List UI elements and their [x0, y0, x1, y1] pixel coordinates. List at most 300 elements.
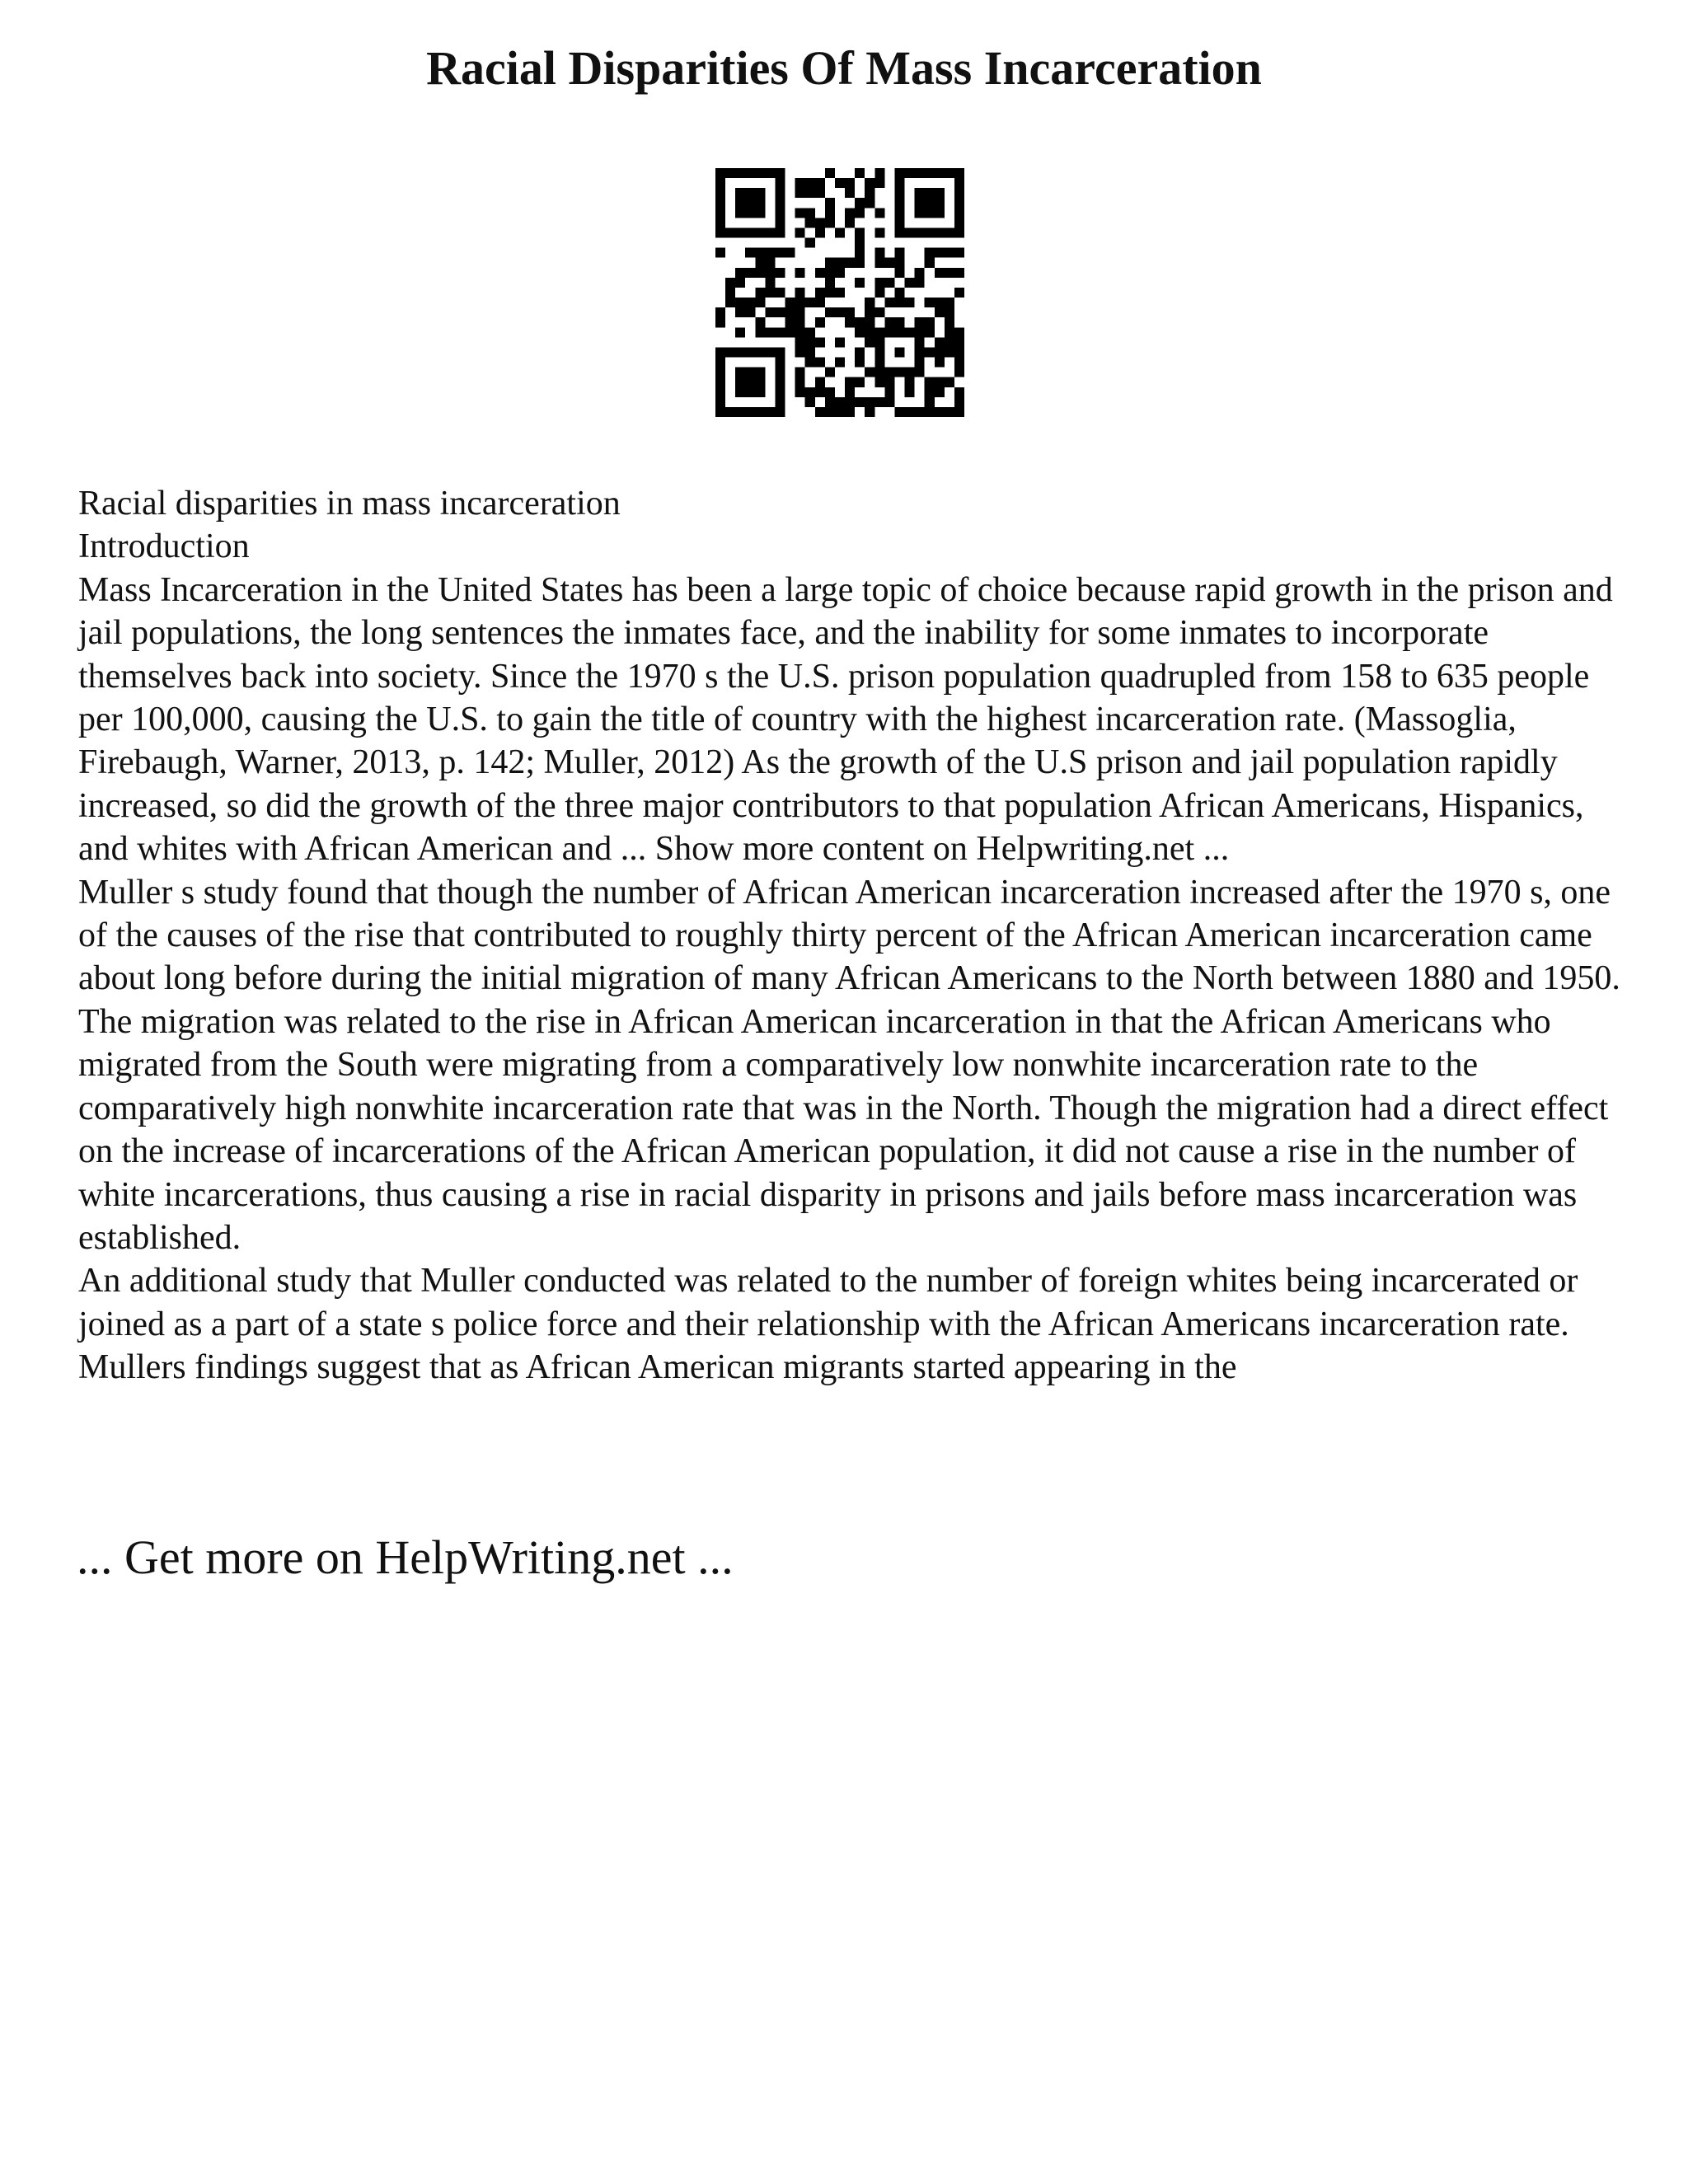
qr-module	[954, 327, 964, 337]
qr-module	[884, 368, 894, 377]
qr-module	[925, 407, 935, 417]
qr-module	[884, 397, 894, 407]
qr-module	[894, 288, 904, 298]
qr-module	[915, 188, 925, 198]
qr-module	[825, 397, 835, 407]
qr-module	[855, 377, 865, 387]
qr-module	[755, 248, 765, 258]
qr-module	[874, 368, 884, 377]
qr-module	[894, 208, 904, 218]
qr-module	[725, 288, 735, 298]
qr-module	[925, 317, 935, 327]
qr-module	[835, 227, 845, 237]
qr-module	[925, 198, 935, 208]
qr-module	[935, 377, 945, 387]
qr-module	[855, 327, 865, 337]
qr-module	[954, 168, 964, 178]
get-more-link[interactable]: ... Get more on HelpWriting.net ...	[77, 1530, 734, 1584]
qr-module	[775, 397, 785, 407]
qr-module	[735, 188, 745, 198]
qr-module	[805, 347, 815, 357]
qr-module	[935, 168, 945, 178]
qr-module	[775, 248, 785, 258]
qr-module	[815, 387, 825, 397]
qr-module	[855, 208, 865, 218]
qr-module	[775, 188, 785, 198]
qr-module	[935, 337, 945, 347]
qr-module	[874, 347, 884, 357]
qr-module	[835, 258, 845, 268]
qr-module	[925, 347, 935, 357]
qr-module	[954, 407, 964, 417]
qr-module	[874, 227, 884, 237]
qr-module	[935, 307, 945, 317]
qr-module	[945, 298, 954, 307]
qr-module	[894, 258, 904, 268]
qr-module	[915, 358, 925, 368]
qr-module	[815, 298, 825, 307]
qr-module	[755, 198, 765, 208]
qr-module	[874, 178, 884, 188]
qr-module	[725, 347, 735, 357]
qr-module	[894, 168, 904, 178]
qr-module	[884, 298, 894, 307]
qr-module	[865, 337, 874, 347]
qr-module	[894, 327, 904, 337]
qr-module	[925, 227, 935, 237]
qr-module	[825, 407, 835, 417]
qr-module	[805, 218, 815, 227]
qr-module	[715, 407, 725, 417]
qr-module	[795, 387, 805, 397]
qr-module	[805, 208, 815, 218]
qr-module	[925, 208, 935, 218]
qr-module	[745, 307, 755, 317]
qr-module	[765, 407, 775, 417]
qr-module	[825, 258, 835, 268]
paragraph-additional-study: An additional study that Muller conducted was related to the number of foreign whites being incarcerated or joined as a part of a state s police force and their relationship with the African Americans incarceration rate. Mullers findings suggest that as African American migrants started appearing in the	[78, 1262, 1578, 1387]
qr-module	[755, 298, 765, 307]
qr-module	[825, 278, 835, 288]
qr-module	[745, 298, 755, 307]
qr-code-icon[interactable]	[715, 168, 964, 417]
qr-module	[715, 188, 725, 198]
qr-module	[755, 288, 765, 298]
qr-module	[745, 208, 755, 218]
qr-module	[845, 208, 855, 218]
qr-module	[775, 387, 785, 397]
qr-module	[945, 377, 954, 387]
qr-module	[954, 337, 964, 347]
qr-module	[795, 268, 805, 278]
qr-module	[954, 387, 964, 397]
qr-module	[874, 327, 884, 337]
qr-module	[894, 188, 904, 198]
qr-module	[945, 317, 954, 327]
qr-module	[954, 347, 964, 357]
qr-module	[894, 298, 904, 307]
qr-module	[905, 278, 915, 288]
qr-module	[935, 407, 945, 417]
article-subtitle: Racial disparities in mass incarceration	[78, 485, 621, 523]
qr-module	[915, 168, 925, 178]
qr-module	[894, 227, 904, 237]
qr-module	[795, 337, 805, 347]
qr-module	[915, 347, 925, 357]
qr-module	[735, 278, 745, 288]
qr-module	[715, 248, 725, 258]
qr-module	[815, 178, 825, 188]
qr-module	[845, 178, 855, 188]
qr-module	[874, 337, 884, 347]
qr-module	[925, 327, 935, 337]
qr-module	[855, 278, 865, 288]
qr-module	[884, 258, 894, 268]
qr-module	[805, 238, 815, 248]
qr-module	[735, 198, 745, 208]
qr-module	[825, 208, 835, 218]
qr-module	[915, 407, 925, 417]
qr-module	[765, 258, 775, 268]
qr-module	[815, 218, 825, 227]
qr-module	[925, 248, 935, 258]
qr-module	[884, 317, 894, 327]
qr-module	[855, 397, 865, 407]
qr-module	[775, 268, 785, 278]
qr-module	[815, 377, 825, 387]
qr-module	[894, 178, 904, 188]
qr-module	[915, 278, 925, 288]
qr-module	[915, 208, 925, 218]
qr-module	[795, 227, 805, 237]
qr-module	[735, 347, 745, 357]
qr-module	[855, 347, 865, 357]
qr-module	[905, 377, 915, 387]
qr-module	[925, 377, 935, 387]
qr-module	[954, 208, 964, 218]
qr-module	[735, 368, 745, 377]
qr-module	[845, 258, 855, 268]
qr-module	[755, 208, 765, 218]
qr-module	[735, 208, 745, 218]
paragraph-migration: Muller s study found that though the number of African American incarceration increased after the 1970 s, one of the causes of the rise that contributed to roughly thirty percent of the African American incarceration came about long before during the initial migration of many African Americans to the North between 1880 and 1950. The migration was related to the rise in African American incarceration in that the African Americans who migrated from the South were migrating from a comparatively low nonwhite incarceration rate to the comparatively high nonwhite incarceration rate that was in the North. Though the migration had a direct effect on the increase of incarcerations of the African American population, it did not cause a rise in the number of white incarcerations, thus causing a rise in racial disparity in prisons and jails before mass incarceration was established.	[78, 873, 1620, 1257]
qr-module	[715, 178, 725, 188]
qr-module	[775, 208, 785, 218]
qr-module	[715, 307, 725, 317]
qr-module	[935, 188, 945, 198]
qr-module	[815, 227, 825, 237]
qr-module	[894, 317, 904, 327]
qr-module	[835, 397, 845, 407]
qr-module	[805, 358, 815, 368]
qr-module	[874, 397, 884, 407]
qr-module	[715, 368, 725, 377]
qr-module	[835, 307, 845, 317]
qr-module	[765, 327, 775, 337]
qr-module	[865, 397, 874, 407]
qr-module	[905, 327, 915, 337]
qr-module	[905, 407, 915, 417]
qr-module	[715, 198, 725, 208]
qr-module	[835, 268, 845, 278]
qr-module	[725, 407, 735, 417]
qr-module	[735, 377, 745, 387]
qr-module	[935, 358, 945, 368]
qr-module	[884, 387, 894, 397]
qr-module	[865, 198, 874, 208]
qr-module	[915, 198, 925, 208]
qr-module	[815, 317, 825, 327]
qr-module	[835, 288, 845, 298]
qr-module	[835, 178, 845, 188]
qr-module	[915, 368, 925, 377]
qr-module	[805, 397, 815, 407]
qr-module	[894, 268, 904, 278]
qr-module	[725, 168, 735, 178]
qr-module	[795, 178, 805, 188]
qr-module	[945, 307, 954, 317]
qr-module	[945, 227, 954, 237]
qr-module	[905, 298, 915, 307]
qr-module	[954, 178, 964, 188]
qr-module	[795, 377, 805, 387]
qr-module	[775, 288, 785, 298]
qr-module	[785, 307, 795, 317]
qr-module	[715, 377, 725, 387]
qr-module	[865, 307, 874, 317]
qr-module	[715, 227, 725, 237]
qr-module	[954, 368, 964, 377]
qr-module	[735, 227, 745, 237]
qr-module	[884, 327, 894, 337]
qr-module	[865, 407, 874, 417]
qr-module	[865, 298, 874, 307]
qr-module	[874, 307, 884, 317]
qr-module	[954, 397, 964, 407]
qr-module	[735, 298, 745, 307]
qr-module	[954, 358, 964, 368]
qr-module	[795, 298, 805, 307]
qr-module	[785, 317, 795, 327]
qr-module	[755, 347, 765, 357]
qr-module	[755, 368, 765, 377]
qr-module	[725, 227, 735, 237]
qr-module	[954, 188, 964, 198]
qr-code-graphic	[715, 168, 964, 417]
qr-module	[874, 377, 884, 387]
qr-module	[745, 407, 755, 417]
qr-module	[935, 227, 945, 237]
qr-module	[785, 248, 795, 258]
qr-module	[845, 307, 855, 317]
qr-module	[745, 387, 755, 397]
qr-module	[715, 208, 725, 218]
qr-module	[715, 317, 725, 327]
qr-module	[905, 227, 915, 237]
qr-module	[865, 368, 874, 377]
qr-module	[855, 168, 865, 178]
qr-module	[755, 387, 765, 397]
qr-module	[874, 258, 884, 268]
qr-module	[765, 268, 775, 278]
qr-module	[735, 168, 745, 178]
qr-module	[945, 248, 954, 258]
qr-module	[735, 387, 745, 397]
qr-module	[755, 227, 765, 237]
qr-module	[725, 298, 735, 307]
qr-module	[765, 307, 775, 317]
qr-module	[745, 198, 755, 208]
qr-module	[954, 218, 964, 227]
qr-module	[755, 168, 765, 178]
qr-module	[905, 387, 915, 397]
qr-module	[795, 368, 805, 377]
qr-module	[855, 258, 865, 268]
qr-module	[815, 407, 825, 417]
qr-module	[745, 188, 755, 198]
qr-module	[805, 298, 815, 307]
qr-module	[815, 358, 825, 368]
qr-module	[894, 248, 904, 258]
qr-module	[855, 317, 865, 327]
qr-module	[795, 347, 805, 357]
qr-module	[825, 198, 835, 208]
qr-module	[905, 168, 915, 178]
qr-module	[845, 317, 855, 327]
qr-module	[845, 387, 855, 397]
qr-module	[775, 358, 785, 368]
qr-module	[765, 168, 775, 178]
paragraph-intro: Mass Incarceration in the United States has been a large topic of choice because rapid growth in the prison and jail populations, the long sentences the inmates face, and the inability for some inmates to incorporate themselves back into society. Since the 1970 s the U.S. prison population quadrupled from 158 to 635 people per 100,000, causing the U.S. to gain the title of country with the highest incarceration rate. (Massoglia, Firebaugh, Warner, 2013, p. 142; Muller, 2012) As the growth of the U.S prison and jail population rapidly increased, so did the growth of the three major contributors to that population African Americans, Hispanics, and whites with African American and ... Show more content on Helpwriting.net ...	[78, 570, 1613, 869]
qr-module	[775, 327, 785, 337]
qr-module	[855, 248, 865, 258]
qr-module	[745, 248, 755, 258]
qr-module	[945, 347, 954, 357]
qr-module	[775, 168, 785, 178]
qr-module	[825, 368, 835, 377]
qr-module	[755, 188, 765, 198]
qr-module	[795, 208, 805, 218]
qr-module	[915, 317, 925, 327]
qr-module	[715, 397, 725, 407]
qr-module	[935, 298, 945, 307]
qr-module	[954, 268, 964, 278]
qr-module	[715, 358, 725, 368]
qr-module	[735, 307, 745, 317]
qr-module	[925, 387, 935, 397]
qr-module	[745, 227, 755, 237]
qr-module	[845, 188, 855, 198]
qr-module	[855, 227, 865, 237]
qr-module	[715, 387, 725, 397]
qr-module	[925, 188, 935, 198]
qr-module	[825, 288, 835, 298]
qr-module	[805, 327, 815, 337]
qr-module	[884, 377, 894, 387]
qr-module	[835, 337, 845, 347]
qr-module	[845, 407, 855, 417]
qr-module	[874, 278, 884, 288]
qr-module	[874, 288, 884, 298]
qr-module	[815, 288, 825, 298]
qr-module	[765, 278, 775, 288]
page-title: Racial Disparities Of Mass Incarceration	[426, 41, 1262, 95]
qr-module	[735, 407, 745, 417]
qr-module	[905, 368, 915, 377]
qr-module	[954, 227, 964, 237]
qr-module	[745, 377, 755, 387]
qr-module	[954, 288, 964, 298]
qr-module	[775, 178, 785, 188]
qr-module	[894, 407, 904, 417]
qr-module	[795, 327, 805, 337]
qr-module	[775, 307, 785, 317]
qr-module	[775, 368, 785, 377]
qr-module	[775, 227, 785, 237]
qr-module	[765, 248, 775, 258]
qr-module	[825, 168, 835, 178]
qr-module	[795, 307, 805, 317]
qr-module	[825, 268, 835, 278]
qr-module	[755, 407, 765, 417]
qr-module	[865, 317, 874, 327]
qr-module	[954, 248, 964, 258]
qr-module	[925, 397, 935, 407]
qr-module	[894, 218, 904, 227]
qr-module	[745, 368, 755, 377]
qr-module	[795, 188, 805, 198]
qr-module	[925, 298, 935, 307]
qr-module	[894, 368, 904, 377]
qr-module	[735, 327, 745, 337]
qr-module	[775, 407, 785, 417]
qr-module	[915, 268, 925, 278]
qr-module	[835, 407, 845, 417]
qr-module	[825, 387, 835, 397]
qr-module	[715, 168, 725, 178]
qr-module	[845, 397, 855, 407]
qr-module	[795, 288, 805, 298]
qr-module	[855, 198, 865, 208]
qr-module	[935, 347, 945, 357]
qr-module	[935, 248, 945, 258]
qr-module	[925, 258, 935, 268]
qr-module	[825, 307, 835, 317]
qr-module	[874, 248, 884, 258]
qr-module	[945, 327, 954, 337]
qr-module	[775, 218, 785, 227]
qr-module	[945, 168, 954, 178]
qr-module	[865, 188, 874, 198]
section-heading: Introduction	[78, 527, 250, 566]
qr-module	[874, 208, 884, 218]
qr-module	[775, 198, 785, 208]
qr-module	[935, 208, 945, 218]
qr-module	[815, 337, 825, 347]
qr-module	[935, 268, 945, 278]
qr-module	[805, 387, 815, 397]
qr-module	[945, 337, 954, 347]
qr-module	[755, 268, 765, 278]
qr-module	[835, 358, 845, 368]
qr-module	[825, 218, 835, 227]
qr-module	[855, 358, 865, 368]
qr-module	[785, 298, 795, 307]
qr-module	[785, 327, 795, 337]
qr-module	[954, 198, 964, 208]
qr-module	[715, 218, 725, 227]
qr-module	[935, 387, 945, 397]
